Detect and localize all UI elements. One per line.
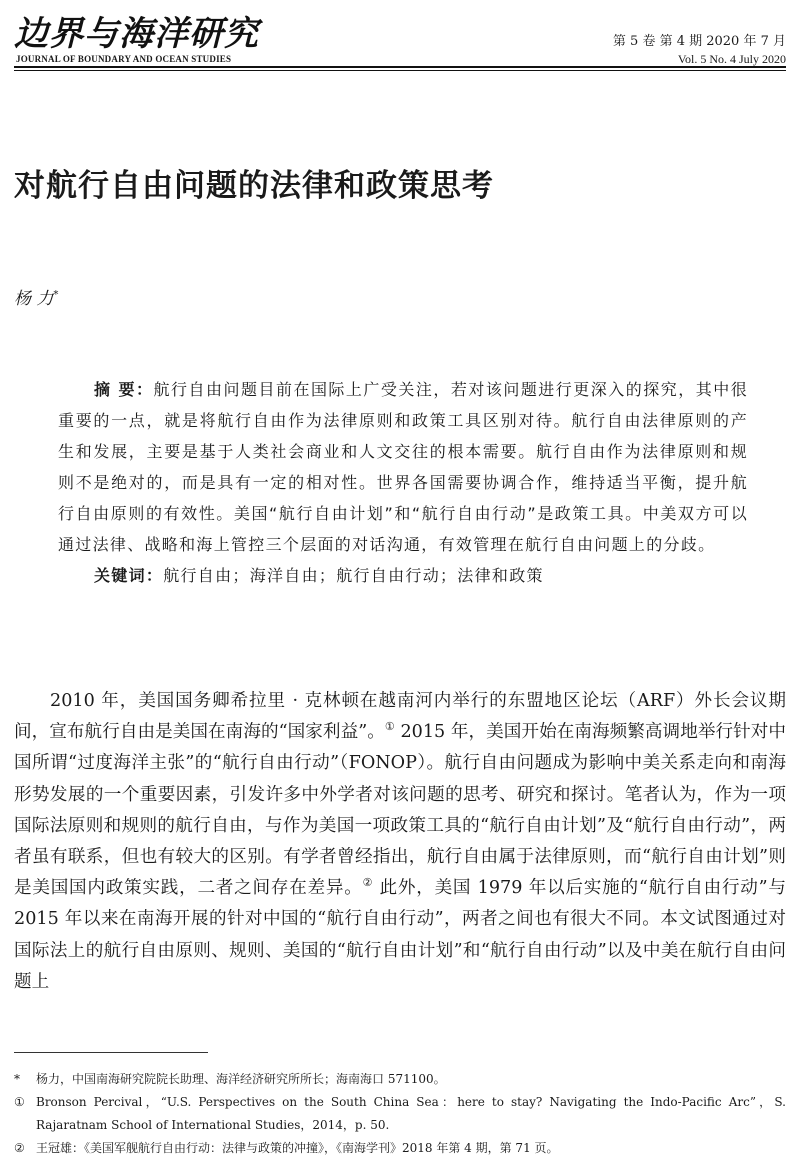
footnote-text: Bronson Percival，“U.S. Perspectives on the South China Sea：here to stay? Navigating the Indo-Pacific Arc”，S. Rajaratnam School of International Studies，2014，p. 50. bbox=[36, 1095, 786, 1132]
keywords-text: 航行自由；海洋自由；航行自由行动；法律和政策 bbox=[163, 566, 544, 585]
abstract-block bbox=[58, 374, 748, 591]
footnote-item bbox=[14, 1091, 786, 1137]
body-paragraph bbox=[14, 686, 786, 998]
abstract-text: 航行自由问题目前在国际上广受关注，若对该问题进行更深入的探究，其中很重要的一点，就是将航行自由作为法律原则和政策工具区别对待。航行自由法律原则的产生和发展，主要是基于人类社会商业和人文交往的根本需要。航行自由作为法律原则和规则不是绝对的，而是具有一定的相对性。世界各国需要协调合作，维持适当平衡，提升航行自由原则的有效性。美国“航行自由计划”和“航行自由行动”是政策工具。中美双方可以通过法律、战略和海上管控三个层面的对话沟通，有效管理在航行自由问题上的分歧。 bbox=[58, 380, 748, 554]
footnote-text: 王冠雄：《美国军舰航行自由行动：法律与政策的冲撞》，《南海学刊》2018 年第 4 期，第 71 页。 bbox=[36, 1141, 559, 1155]
footnote-text: 杨力，中国南海研究院院长助理、海洋经济研究所所长；海南海口 571100。 bbox=[36, 1072, 446, 1086]
abstract-paragraph bbox=[58, 374, 748, 560]
footnote-mark: * bbox=[14, 1072, 20, 1086]
abstract-label: 摘 要： bbox=[94, 380, 154, 399]
keywords-label: 关键词： bbox=[94, 566, 164, 585]
journal-header bbox=[14, 6, 786, 68]
issue-info-cn: 第 5 卷 第 4 期 2020 年 7 月 bbox=[612, 34, 786, 49]
body-text bbox=[14, 686, 786, 998]
journal-english-name: JOURNAL OF BOUNDARY AND OCEAN STUDIES bbox=[16, 54, 232, 64]
author-name: 杨 力 bbox=[14, 289, 54, 309]
body-segment-1: 2010 年，美国国务卿希拉里 · 克林顿在越南河内举行的东盟地区论坛（ARF）外长会议期间，宣布航行自由是美国在南海的“国家利益”。 bbox=[14, 691, 786, 743]
body-segment-2: 2015 年，美国开始在南海频繁高调地举行针对中国所谓“过度海洋主张”的“航行自由行动”（FONOP）。航行自由问题成为影响中美关系走向和南海形势发展的一个重要因素，引发许多中外学者对该问题的思考、研究和探讨。笔者认为，作为一项国际法原则和规则的航行自由，与作为美国一项政策工具的“航行自由计划”及“航行自由行动”，两者虽有联系，但也有较大的区别。有学者曾经指出，航行自由属于法律原则，而“航行自由计划”则是美国国内政策实践，二者之间存在差异。 bbox=[14, 722, 786, 899]
footnote-item bbox=[14, 1137, 786, 1160]
footnotes bbox=[14, 1068, 786, 1160]
header-rule-thin bbox=[14, 70, 786, 71]
header-rule-thick bbox=[14, 66, 786, 68]
article-title: 对航行自由问题的法律和政策思考 bbox=[14, 168, 494, 204]
footnote-mark: ① bbox=[14, 1095, 25, 1109]
journal-logo: 边界与海洋研究 bbox=[14, 14, 259, 54]
footnote-ref-2[interactable]: ② bbox=[362, 876, 374, 890]
footnote-mark: ② bbox=[14, 1141, 25, 1155]
author-line bbox=[14, 284, 58, 309]
footnote-ref-1[interactable]: ① bbox=[384, 720, 395, 734]
author-footnote-mark: * bbox=[53, 289, 59, 301]
issue-info-en: Vol. 5 No. 4 July 2020 bbox=[677, 52, 786, 66]
body-segment-3: 此外，美国 1979 年以后实施的“航行自由行动”与 2015 年以来在南海开展的针对中国的“航行自由行动”，两者之间也有很大不同。本文试图通过对国际法上的航行自由原则、规则、美国的“航行自由计划”和“航行自由行动”以及中美在航行自由问题上 bbox=[14, 878, 786, 992]
keywords-line bbox=[58, 560, 748, 591]
footnote-item bbox=[14, 1068, 786, 1091]
footnote-separator bbox=[14, 1052, 208, 1053]
